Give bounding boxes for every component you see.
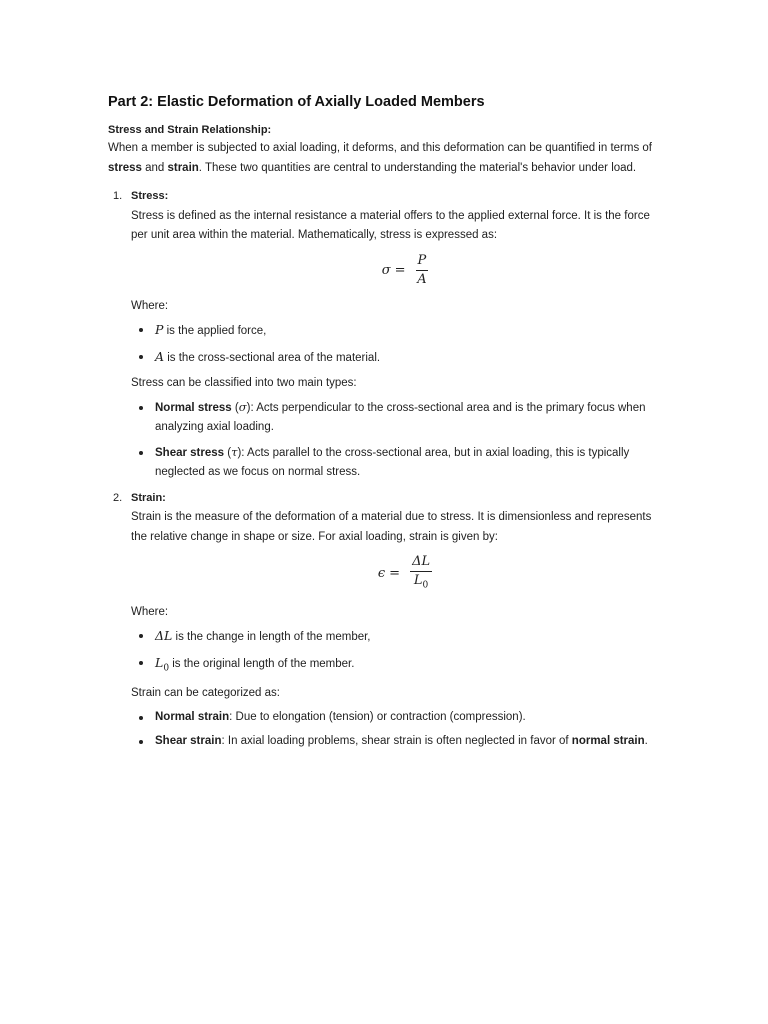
intro-text: When a member is subjected to axial loading, it deforms, and this deformation can be quantified in terms of bbox=[108, 142, 652, 154]
intro-paragraph bbox=[108, 139, 653, 178]
list-item bbox=[131, 347, 653, 369]
variable-text: is the original length of the member. bbox=[169, 657, 355, 670]
variable-text: is the applied force, bbox=[163, 325, 267, 337]
type-name: Normal stress bbox=[155, 401, 232, 414]
section-heading: Stress and Strain Relationship: bbox=[108, 124, 272, 136]
formula-lhs: ϵ bbox=[377, 566, 386, 582]
formula-lhs: σ bbox=[381, 262, 391, 278]
variable-symbol: L bbox=[155, 654, 164, 670]
intro-strain-term: strain bbox=[167, 161, 199, 174]
type-name: Shear strain bbox=[155, 735, 222, 748]
list-number: 1. bbox=[113, 190, 123, 202]
stress-types-intro: Stress can be classified into two main types: bbox=[131, 377, 357, 389]
type-name: Normal strain bbox=[155, 710, 230, 723]
list-item bbox=[131, 708, 653, 728]
type-symbol: σ bbox=[238, 399, 247, 414]
formula-denominator bbox=[414, 572, 428, 593]
stress-types-list bbox=[131, 398, 653, 483]
list-item bbox=[131, 653, 653, 679]
intro-stress-term: stress bbox=[108, 161, 142, 174]
formula-denominator: A bbox=[417, 271, 427, 287]
list-item-stress bbox=[108, 187, 653, 483]
stress-formula bbox=[131, 254, 653, 287]
variable-symbol: P bbox=[155, 322, 164, 337]
paren-close: ) bbox=[246, 401, 251, 414]
type-symbol: τ bbox=[231, 444, 238, 459]
strain-types-intro: Strain can be categorized as: bbox=[131, 687, 280, 700]
list-item bbox=[131, 320, 653, 342]
variable-symbol: A bbox=[155, 348, 165, 364]
formula-denominator-symbol: L bbox=[413, 573, 423, 588]
formula-equals: = bbox=[394, 262, 406, 278]
list-item bbox=[131, 732, 653, 752]
list-item bbox=[131, 398, 653, 438]
type-text-end: . bbox=[644, 735, 648, 748]
list-number: 2. bbox=[113, 491, 123, 504]
stress-variable-list bbox=[131, 320, 653, 368]
strain-where-label: Where: bbox=[131, 605, 169, 618]
type-text: : Acts perpendicular to the cross-sectional area and is the primary focus when analyzing axial loading. bbox=[155, 401, 646, 433]
strain-formula bbox=[131, 555, 653, 593]
strain-title: Strain: bbox=[131, 491, 166, 504]
paren-close: ) bbox=[237, 446, 242, 459]
formula-equals: = bbox=[389, 566, 401, 582]
variable-symbol: ΔL bbox=[155, 628, 173, 644]
stress-title: Stress: bbox=[131, 190, 169, 202]
main-list bbox=[108, 187, 653, 752]
page-title: Part 2: Elastic Deformation of Axially Loaded Members bbox=[108, 94, 485, 110]
formula-fraction bbox=[410, 555, 432, 593]
list-item bbox=[131, 443, 653, 483]
type-emphasis: normal strain bbox=[571, 735, 645, 748]
formula-numerator: ΔL bbox=[410, 555, 432, 572]
document-content bbox=[108, 92, 653, 758]
paren-open: ( bbox=[224, 446, 232, 459]
variable-subscript: 0 bbox=[163, 662, 170, 673]
stress-where-label: Where: bbox=[131, 299, 169, 312]
formula-fraction bbox=[416, 254, 429, 287]
stress-description: Stress is defined as the internal resistance a material offers to the applied external force. It is the force per unit area within the material. Mathematically, stress is expressed as: bbox=[131, 209, 650, 241]
strain-description: Strain is the measure of the deformation of a material due to stress. It is dimensionless and represents the relative change in shape or size. For axial loading, strain is given by: bbox=[131, 511, 652, 543]
type-text: : Acts parallel to the cross-sectional area, but in axial loading, this is typically neglected as we focus on normal stress. bbox=[155, 446, 630, 478]
type-name: Shear stress bbox=[155, 446, 225, 459]
formula-subscript: 0 bbox=[422, 580, 429, 591]
type-text: : In axial loading problems, shear strain is often neglected in favor of bbox=[221, 735, 572, 748]
intro-text: . These two quantities are central to understanding the material's behavior under load. bbox=[198, 161, 637, 174]
paren-open: ( bbox=[231, 401, 239, 414]
strain-types-list bbox=[131, 708, 653, 752]
type-text: : Due to elongation (tension) or contraction (compression). bbox=[229, 710, 526, 723]
list-item-strain bbox=[108, 489, 653, 752]
variable-text: is the change in length of the member, bbox=[172, 631, 371, 644]
intro-text: and bbox=[141, 161, 168, 174]
variable-text: is the cross-sectional area of the material. bbox=[164, 351, 381, 364]
formula-numerator: P bbox=[416, 254, 429, 271]
strain-variable-list bbox=[131, 626, 653, 678]
list-item bbox=[131, 626, 653, 648]
